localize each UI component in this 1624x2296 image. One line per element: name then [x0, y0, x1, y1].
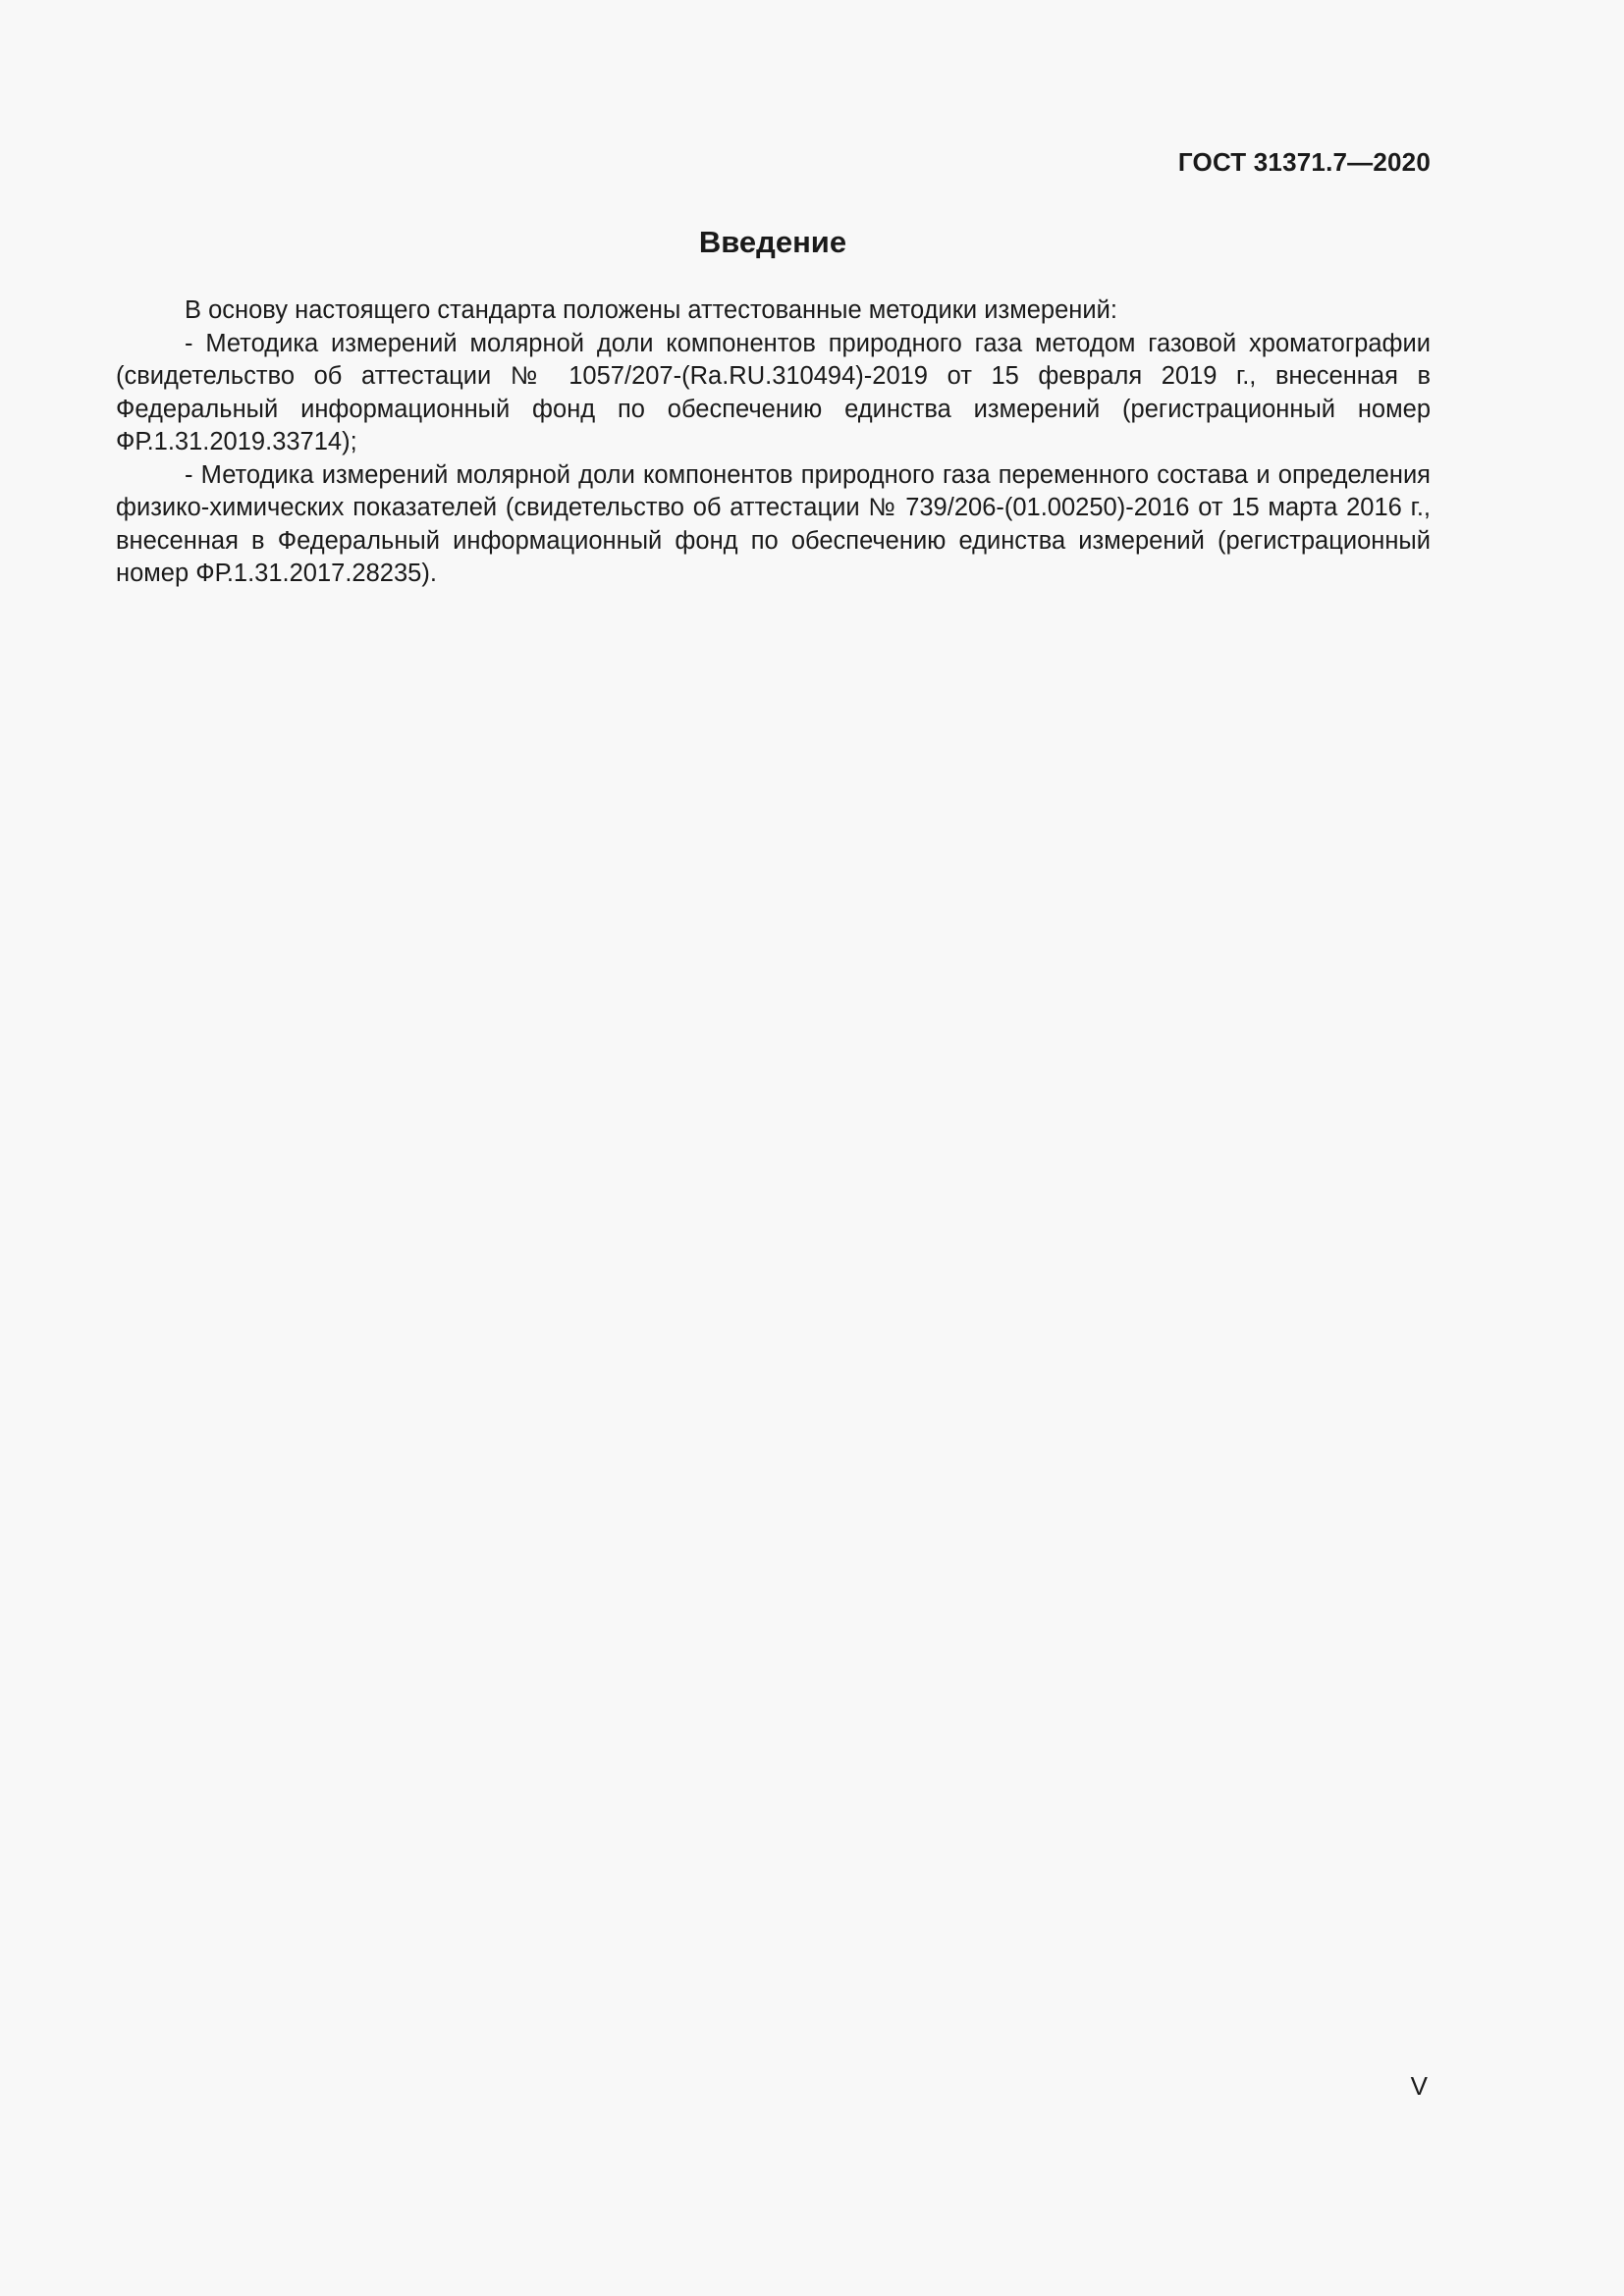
intro-paragraph: В основу настоящего стандарта положены аттестованные методики измерений:: [185, 296, 1117, 324]
document-code: ГОСТ 31371.7—2020: [1177, 147, 1431, 177]
page-number: V: [1410, 2071, 1428, 2101]
list-item-method-1: - Методика измерений молярной доли компонентов природного газа методом газовой хроматографии (свидетельство об аттестации № 1057/207-(Ra.RU.310494)-2019 от 15 февраля 2019 г., внесенная в Федеральный информационный фонд по обеспечению единства измерений (регистрационный номер ФР.1.31.2019.33714);: [116, 329, 1431, 455]
list-item-method-2: - Методика измерений молярной доли компонентов природного газа переменного состава и определения физико-химических показателей (свидетельство об аттестации № 739/206-(01.00250)-2016 от 15 марта 2016 г., внесенная в Федеральный информационный фонд по обеспечению единства измерений (регистрационный номер ФР.1.31.2017.28235).: [116, 460, 1431, 587]
section-title: Введение: [698, 225, 847, 259]
introduction-body: [116, 294, 1431, 591]
